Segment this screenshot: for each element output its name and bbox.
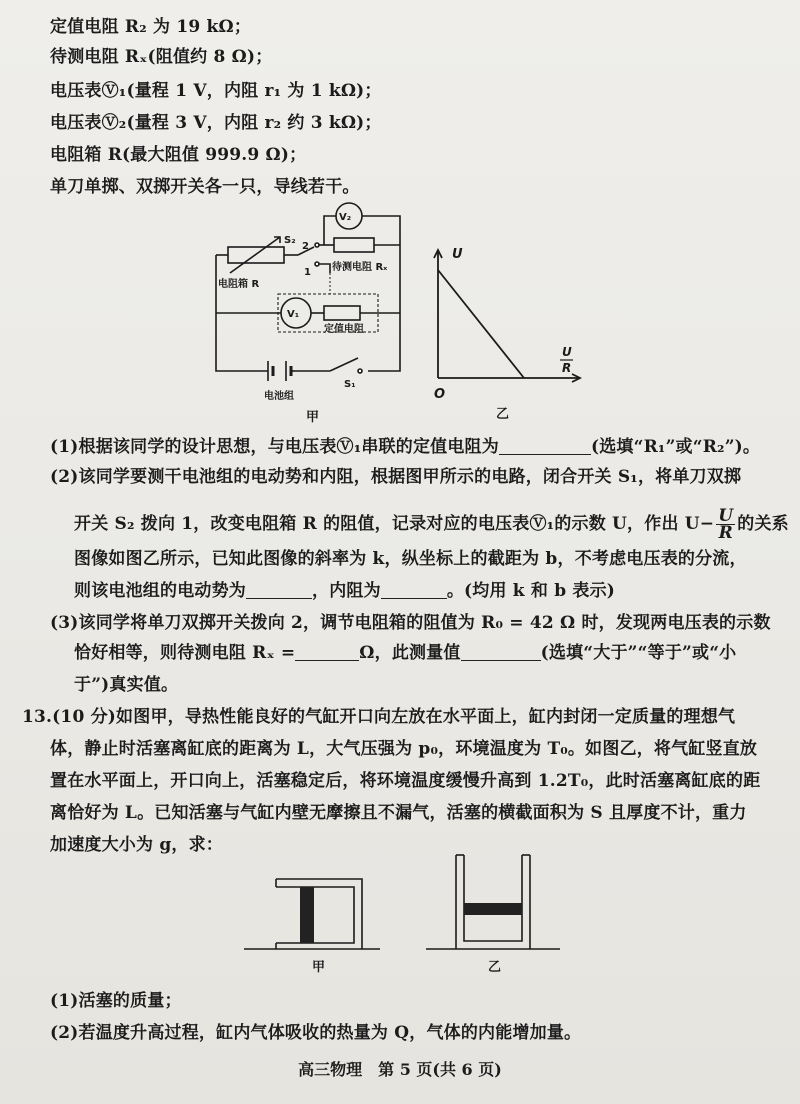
piston-horizontal [300, 887, 314, 943]
q13-sub1: (1)活塞的质量； [50, 991, 182, 1011]
emf-blank[interactable] [246, 582, 312, 599]
q12-part2-line1: (2)该同学要测干电池组的电动势和内阻，根据图甲所示的电路，闭合开关 S₁，将单刀双掷 [50, 467, 742, 487]
cylinder-figures [230, 845, 590, 975]
piston-vertical [464, 903, 522, 915]
q12-part3-line3: 于”)真实值。 [74, 675, 179, 695]
q12-part1: (1)根据该同学的设计思想，与电压表Ⓥ₁串联的定值电阻为 (选填“R₁”或“R₂”)。 [50, 437, 761, 457]
equipment-rx: 待测电阻 Rₓ(阻值约 8 Ω)； [50, 47, 273, 67]
rx-value-blank[interactable] [295, 644, 359, 661]
q13-line1: 13.(10 分)如图甲，导热性能良好的气缸开口向左放在水平面上，缸内封闭一定质量的理想气 [22, 707, 736, 727]
q12-part1-blank[interactable] [499, 438, 591, 455]
position-2-label: 2 [302, 241, 309, 252]
q13-line5: 加速度大小为 g，求： [50, 835, 224, 855]
graph-x-label-denominator: R [562, 361, 572, 375]
battery-label: 电池组 [264, 391, 294, 402]
rx-label: 待测电阻 Rₓ [332, 262, 388, 273]
q12-part2-line3: 图像如图乙所示，已知此图像的斜率为 k，纵坐标上的截距为 b，不考虑电压表的分流， [74, 549, 747, 569]
graph-y-label: U [452, 247, 463, 262]
equipment-resistance-box: 电阻箱 R(最大阻值 999.9 Ω)； [50, 145, 307, 165]
position-1-label: 1 [304, 267, 311, 278]
equipment-r2: 定值电阻 R₂ 为 19 kΩ； [50, 17, 252, 37]
internal-resistance-blank[interactable] [381, 582, 447, 599]
s2-label: S₂ [284, 235, 296, 246]
fixed-resistor-label: 定值电阻 [324, 324, 364, 335]
v2-meter-label: V₂ [339, 212, 352, 223]
graph-origin-label: O [434, 387, 446, 402]
equipment-switches: 单刀单掷、双掷开关各一只，导线若干。 [50, 177, 360, 197]
graph-caption: 乙 [496, 407, 510, 420]
equipment-v2: 电压表Ⓥ₂(量程 3 V，内阻 r₂ 约 3 kΩ)； [50, 113, 382, 133]
comparison-blank[interactable] [461, 644, 541, 661]
v1-meter-label: V₁ [287, 309, 300, 320]
circuit-diagram [200, 195, 420, 425]
resistance-box-label: 电阻箱 R [218, 279, 260, 290]
cylinder-caption-b: 乙 [488, 960, 502, 975]
q12-part3-line1: (3)该同学将单刀双掷开关拨向 2，调节电阻箱的阻值为 R₀ = 42 Ω 时，发现两电压表的示数 [50, 613, 771, 633]
graph-x-label-numerator: U [562, 345, 572, 359]
circuit-caption: 甲 [306, 410, 320, 425]
q13-line4: 离恰好为 L。已知活塞与气缸内壁无摩擦且不漏气，活塞的横截面积为 S 且厚度不计，重力 [50, 803, 747, 823]
u-over-r-fraction: $\frac{U}{R}$ [718, 506, 734, 543]
q12-part3-line2: 恰好相等，则待测电阻 Rₓ = Ω，此测量值 (选填“大于”“等于”或“小 [74, 643, 737, 663]
u-vs-u-over-r-graph [420, 240, 600, 420]
q12-part2-line4: 则该电池组的电动势为 ，内阻为 。(均用 k 和 b 表示) [74, 581, 616, 601]
equipment-v1: 电压表Ⓥ₁(量程 1 V，内阻 r₁ 为 1 kΩ)； [50, 81, 382, 101]
q12-part2-line2: 开关 S₂ 拨向 1，改变电阻箱 R 的阻值，记录对应的电压表Ⓥ₁的示数 U，作出 U− $\frac{U}{R}$ 的关系 [74, 506, 789, 543]
q13-line3: 置在水平面上，开口向上，活塞稳定后，将环境温度缓慢升高到 1.2T₀，此时活塞离缸底的距 [50, 771, 761, 791]
page-footer: 高三物理 第 5 页(共 6 页) [298, 1060, 502, 1079]
q13-sub2: (2)若温度升高过程，缸内气体吸收的热量为 Q，气体的内能增加量。 [50, 1023, 582, 1043]
q13-line2: 体，静止时活塞离缸底的距离为 L，大气压强为 p₀，环境温度为 T₀。如图乙，将气缸竖直放 [50, 739, 758, 759]
s1-label: S₁ [344, 379, 356, 390]
cylinder-caption-a: 甲 [312, 960, 326, 975]
